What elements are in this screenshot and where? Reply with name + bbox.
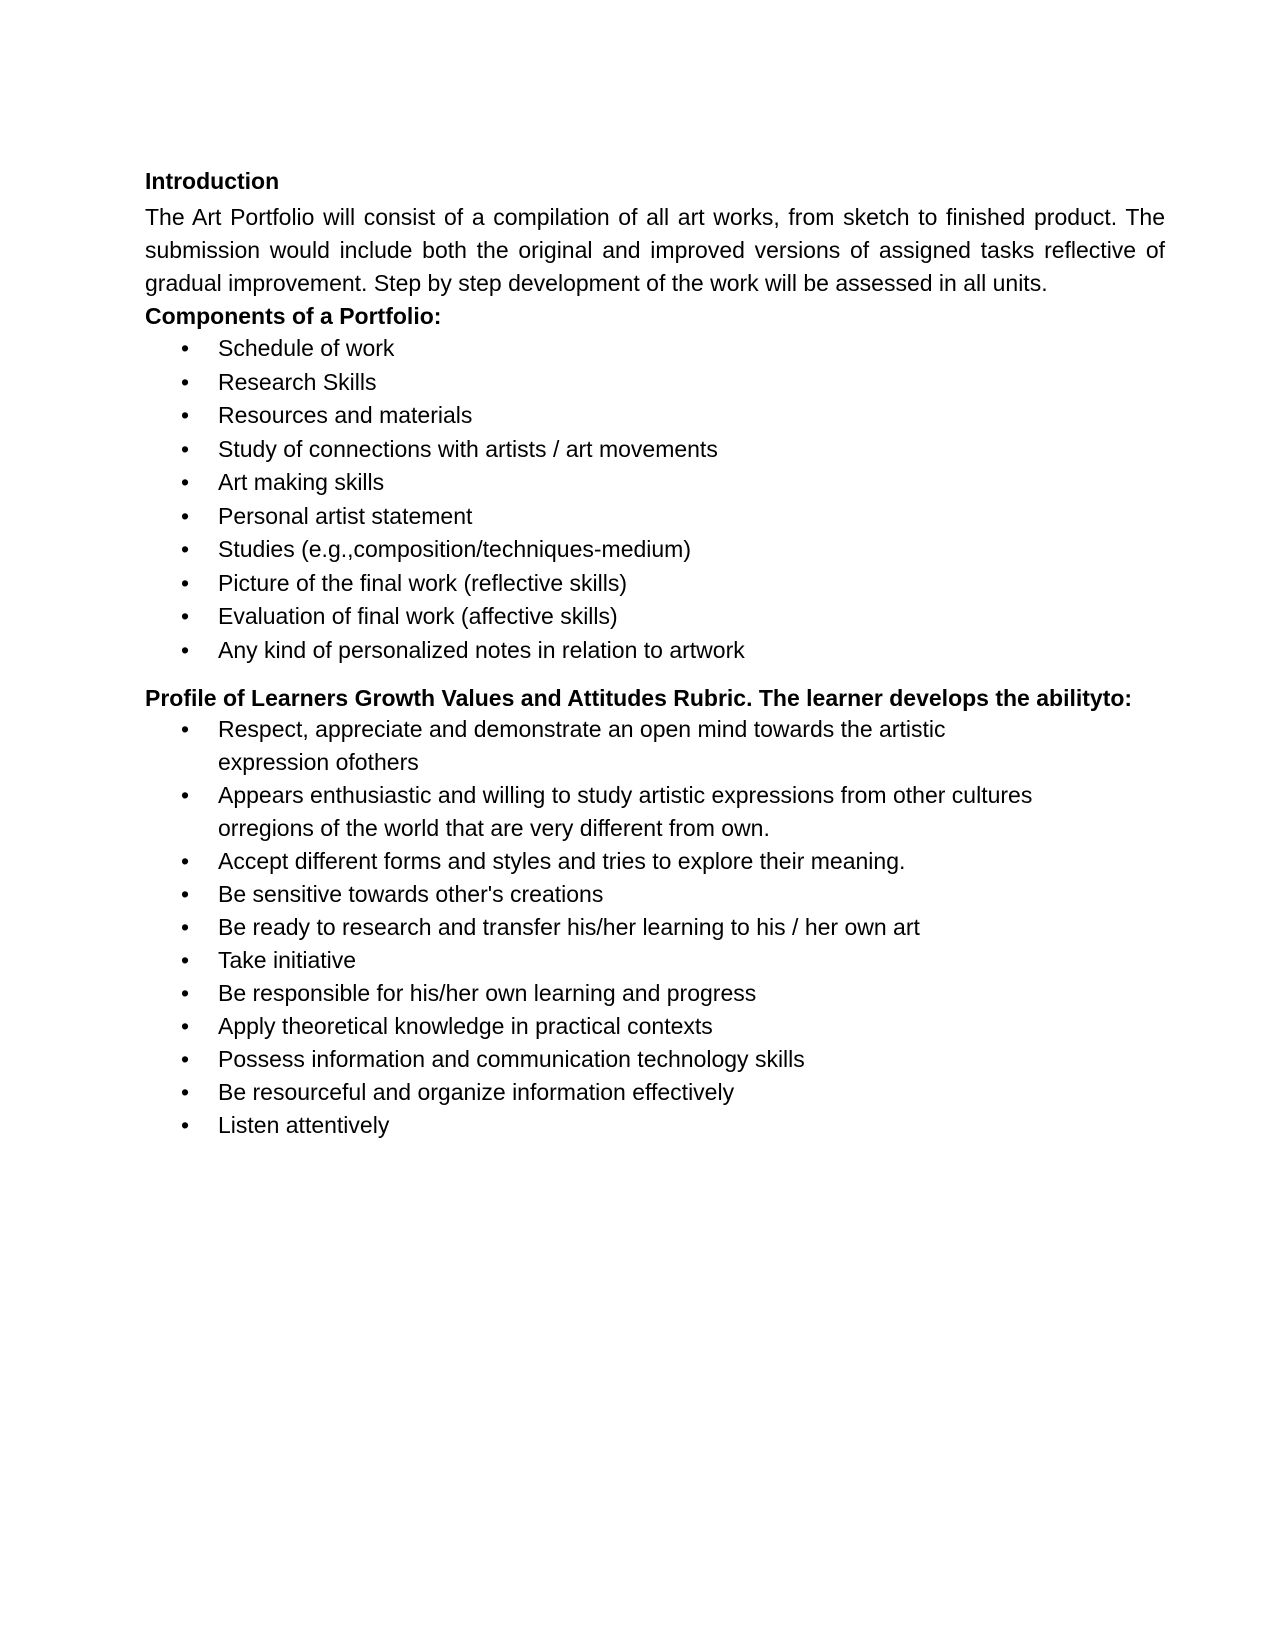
components-heading: Components of a Portfolio:: [145, 303, 442, 329]
profile-list: [145, 713, 1165, 1142]
list-item: • Personal artist statement: [145, 500, 1165, 534]
list-item: • Possess information and communication technology skills: [145, 1043, 1165, 1076]
list-item: • Schedule of work: [145, 332, 1165, 366]
list-item: • Study of connections with artists / art movements: [145, 433, 1165, 467]
list-item: • Take initiative: [145, 944, 1165, 977]
list-item: • Appears enthusiastic and willing to study artistic expressions from other cultures orregions of the world that are very different from own.: [145, 779, 1165, 845]
list-item: • Be sensitive towards other's creations: [145, 878, 1165, 911]
document-page: [145, 165, 1165, 1142]
list-item: • Be ready to research and transfer his/her learning to his / her own art: [145, 911, 1165, 944]
list-item: • Be resourceful and organize information effectively: [145, 1076, 1165, 1109]
components-list: [145, 332, 1165, 667]
list-item: • Any kind of personalized notes in relation to artwork: [145, 634, 1165, 668]
list-item: • Studies (e.g.,composition/techniques-medium): [145, 533, 1165, 567]
profile-heading: Profile of Learners Growth Values and Attitudes Rubric. The learner develops the abilityto:: [145, 685, 1133, 711]
list-item: • Respect, appreciate and demonstrate an open mind towards the artistic expression ofothers: [145, 713, 1165, 779]
list-item: • Accept different forms and styles and tries to explore their meaning.: [145, 845, 1165, 878]
list-item: • Picture of the final work (reflective skills): [145, 567, 1165, 601]
list-item: • Evaluation of final work (affective skills): [145, 600, 1165, 634]
introduction-heading: Introduction: [145, 168, 280, 194]
introduction-paragraph: The Art Portfolio will consist of a compilation of all art works, from sketch to finished product. The submission would include both the original and improved versions of assigned tasks reflective of gradual improvement. Step by step development of the work will be assessed in all units.: [145, 204, 1165, 296]
list-item: • Listen attentively: [145, 1109, 1165, 1142]
list-item: • Art making skills: [145, 466, 1165, 500]
list-item: • Be responsible for his/her own learning and progress: [145, 977, 1165, 1010]
list-item: • Apply theoretical knowledge in practical contexts: [145, 1010, 1165, 1043]
list-item: • Resources and materials: [145, 399, 1165, 433]
list-item: • Research Skills: [145, 366, 1165, 400]
